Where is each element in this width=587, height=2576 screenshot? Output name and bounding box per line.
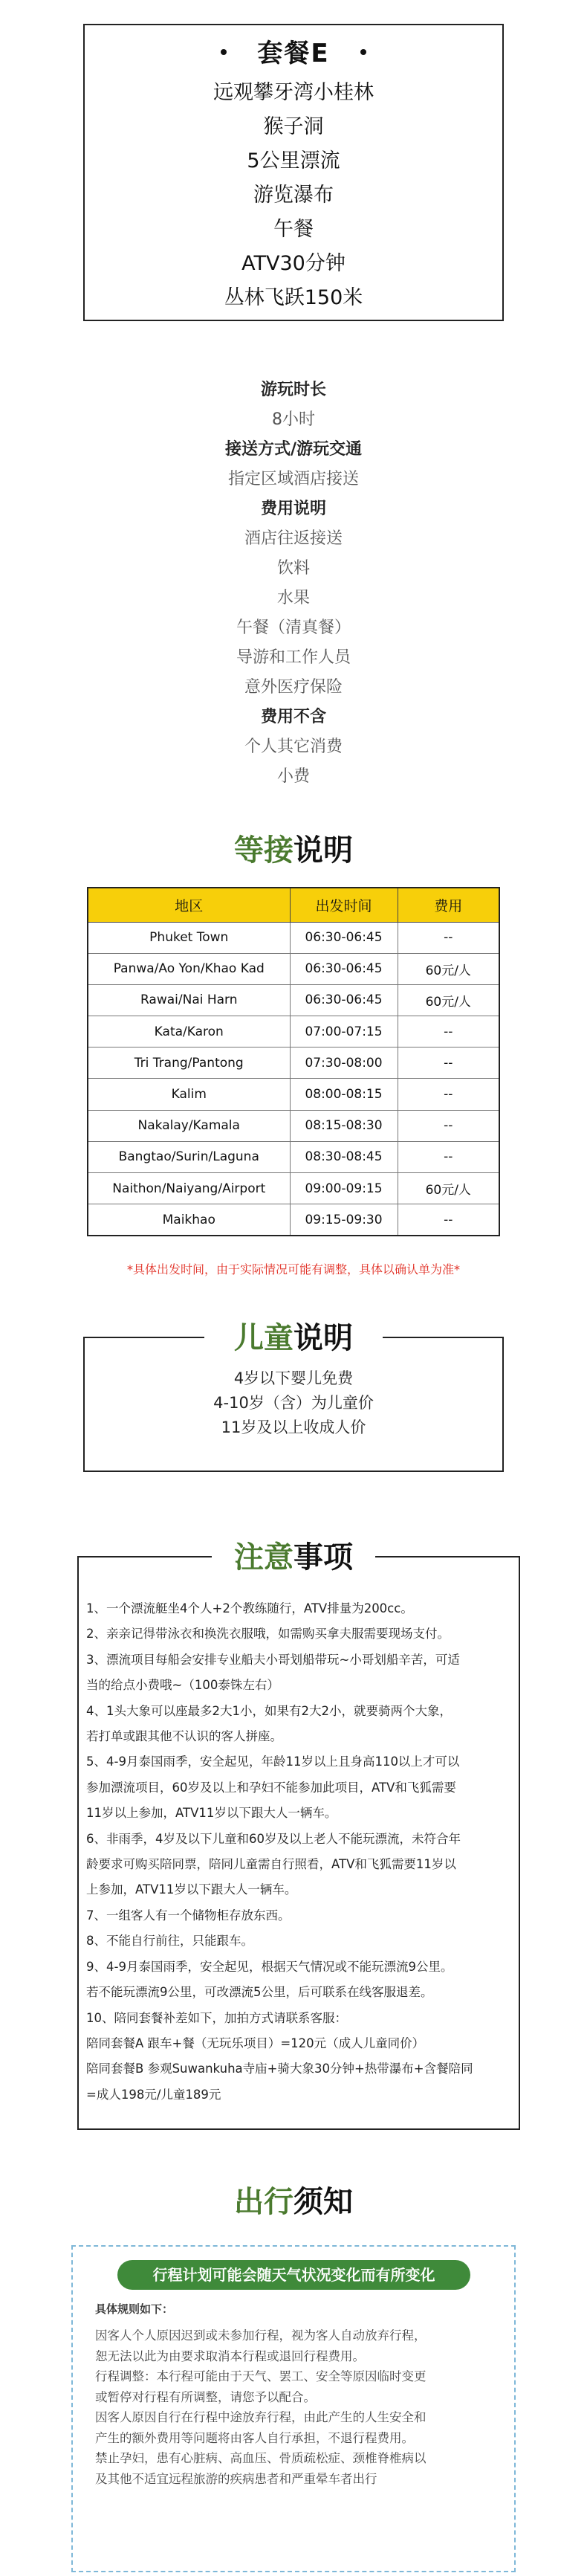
time-cell: 06:30-06:45 (290, 984, 398, 1016)
notice-heading-black: 事项 (294, 1540, 353, 1575)
info-value: 小费 (276, 767, 310, 786)
travel-heading (0, 2178, 587, 2221)
children-heading-green: 儿童 (234, 1321, 294, 1355)
tour-info (0, 375, 587, 792)
area-cell: Nakalay/Kamala (88, 1110, 290, 1141)
fee-cell: 60元/人 (398, 984, 499, 1016)
package-title: 套餐E (210, 33, 377, 69)
travel-rules (95, 2325, 511, 2489)
info-value: 水果 (276, 589, 310, 607)
table-row (88, 1110, 499, 1141)
table-header-row (88, 888, 499, 922)
notice-line: 上参加，ATV11岁以下跟大人一辆车。 (86, 1882, 297, 1897)
info-heading: 接送方式/游玩交通 (224, 440, 363, 459)
rule-line: 禁止孕妇，患有心脏病、高血压、骨质疏松症、颈椎脊椎病以 (95, 2451, 427, 2465)
table-row (88, 1173, 499, 1204)
fee-cell: -- (398, 922, 499, 953)
time-cell: 09:00-09:15 (290, 1173, 398, 1204)
rule-line: 及其他不适宜远程旅游的疾病患者和严重晕车者出行 (95, 2471, 377, 2486)
notice-line: 若不能玩漂流9公里，可改漂流5公里，后可联系在线客服退差。 (86, 1985, 433, 2000)
notice-line: 9、4-9月泰国雨季，安全起见，根据天气情况或不能玩漂流9公里。 (86, 1959, 453, 1974)
rule-line: 因客人原因自行在行程中途放弃行程，由此产生的人生安全和 (95, 2410, 427, 2424)
area-cell: Naithon/Naiyang/Airport (88, 1173, 290, 1204)
time-cell: 08:00-08:15 (290, 1079, 398, 1110)
area-cell: Phuket Town (88, 922, 290, 953)
info-value: 指定区域酒店接送 (227, 470, 359, 488)
time-cell: 08:15-08:30 (290, 1110, 398, 1141)
time-cell: 07:00-07:15 (290, 1016, 398, 1047)
children-heading-black: 说明 (294, 1321, 353, 1355)
rule-title: 具体规则如下： (95, 2302, 174, 2316)
area-cell: Kalim (88, 1079, 290, 1110)
fee-cell: 60元/人 (398, 953, 499, 984)
fee-cell: -- (398, 1204, 499, 1236)
notice-line: 4、1头大象可以座最多2大1小，如果有2大2小，就要骑两个大象， (86, 1703, 452, 1718)
info-value: 饮料 (276, 559, 310, 578)
area-cell: Panwa/Ao Yon/Khao Kad (88, 953, 290, 984)
rule-line: 产生的额外费用等问题将由客人自行承担，不退行程费用。 (95, 2430, 414, 2445)
travel-heading-green: 出行 (234, 2185, 294, 2219)
info-value: 意外医疗保险 (244, 678, 343, 697)
notice-line: 5、4-9月泰国雨季，安全起见，年龄11岁以上且身高110以上才可以 (86, 1755, 460, 1769)
info-heading: 游玩时长 (260, 381, 326, 399)
info-value: 个人其它消费 (244, 737, 343, 756)
children-rule: 4-10岁（含）为儿童价 (213, 1394, 374, 1412)
rule-line: 恕无法以此为由要求取消本行程或退回行程费用。 (95, 2349, 365, 2363)
table-row (88, 984, 499, 1016)
package-item: 5公里漂流 (247, 149, 340, 172)
time-cell: 07:30-08:00 (290, 1047, 398, 1079)
package-item: 游览瀑布 (253, 184, 334, 207)
area-cell: Tri Trang/Pantong (88, 1047, 290, 1079)
table-row (88, 1016, 499, 1047)
time-cell: 06:30-06:45 (290, 922, 398, 953)
fee-cell: -- (398, 1110, 499, 1141)
notice-list (86, 1596, 516, 2108)
notice-line: 当的给点小费哦~（100泰铢左右） (86, 1678, 279, 1693)
notice-line: 参加漂流项目，60岁及以上和孕妇不能参加此项目，ATV和飞狐需要 (86, 1780, 456, 1795)
table-row (88, 953, 499, 984)
fee-cell: -- (398, 1016, 499, 1047)
rule-line: 行程调整：本行程可能由于天气、罢工、安全等原因临时变更 (95, 2369, 427, 2383)
notice-line: 7、一组客人有一个储物柜存放东西。 (86, 1908, 291, 1923)
notice-line: 8、不能自行前往，只能跟车。 (86, 1934, 253, 1949)
info-value: 酒店往返接送 (244, 529, 343, 548)
table-row (88, 1079, 499, 1110)
pickup-table (87, 887, 500, 1236)
notice-line: 陪同套餐B 参观Suwankuha寺庙+骑大象30分钟+热带瀑布+含餐陪同 (86, 2062, 473, 2076)
package-item: 丛林飞跃150米 (224, 286, 363, 309)
fee-cell: 60元/人 (398, 1173, 499, 1204)
table-row (88, 1141, 499, 1172)
notice-heading (212, 1534, 375, 1576)
rule-line: 因客人个人原因迟到或未参加行程，视为客人自动放弃行程， (95, 2328, 427, 2343)
package-item: 午餐 (273, 218, 314, 241)
time-cell: 06:30-06:45 (290, 953, 398, 984)
notice-line: 11岁以上参加，ATV11岁以下跟大人一辆车。 (86, 1806, 337, 1821)
notice-line: 3、漂流项目每船会安排专业船夫小哥划船带玩~小哥划船辛苦，可适 (86, 1652, 460, 1667)
table-row (88, 1047, 499, 1079)
area-cell: Rawai/Nai Harn (88, 984, 290, 1016)
fee-cell: -- (398, 1141, 499, 1172)
pickup-note: *具体出发时间，由于实际情况可能有调整，具体以确认单为准* (126, 1262, 460, 1276)
info-heading: 费用不含 (260, 708, 326, 726)
column-header: 出发时间 (290, 888, 398, 922)
info-value: 导游和工作人员 (236, 648, 351, 667)
package-item: 远观攀牙湾小桂林 (213, 81, 374, 104)
table-row (88, 1204, 499, 1236)
area-cell: Bangtao/Surin/Laguna (88, 1141, 290, 1172)
pickup-heading-green: 等接 (234, 833, 294, 868)
column-header: 地区 (88, 888, 290, 922)
children-rule: 4岁以下婴儿免费 (233, 1369, 354, 1387)
column-header: 费用 (398, 888, 499, 922)
pickup-heading-black: 说明 (294, 833, 353, 868)
package-item: ATV30分钟 (241, 252, 346, 275)
notice-line: 10、陪同套餐补差如下，加拍方式请联系客服： (86, 2010, 347, 2025)
info-value: 午餐（清真餐） (236, 619, 351, 637)
fee-cell: -- (398, 1079, 499, 1110)
package-item: 猴子洞 (263, 115, 324, 138)
time-cell: 09:15-09:30 (290, 1204, 398, 1236)
travel-heading-black: 须知 (294, 2185, 353, 2219)
children-heading (204, 1314, 383, 1357)
package-items (83, 76, 504, 315)
fee-cell: -- (398, 1047, 499, 1079)
notice-line: 1、一个漂流艇坐4个人+2个教练随行，ATV排量为200cc。 (86, 1601, 413, 1615)
children-rule: 11岁及以上收成人价 (221, 1418, 366, 1436)
area-cell: Kata/Karon (88, 1016, 290, 1047)
time-cell: 08:30-08:45 (290, 1141, 398, 1172)
children-rules (83, 1366, 504, 1440)
notice-line: 陪同套餐A 跟车+餐（无玩乐项目）=120元（成人儿童同价） (86, 2036, 425, 2050)
weather-notice-pill: 行程计划可能会随天气状况变化而有所变化 (117, 2260, 470, 2290)
notice-line: 2、亲亲记得带泳衣和换洗衣服哦，如需购买拿夫服需要现场支付。 (86, 1627, 450, 1642)
notice-line: 龄要求可购买陪同票，陪同儿童需自行照看，ATV和飞狐需要11岁以 (86, 1857, 456, 1872)
notice-heading-green: 注意 (234, 1540, 294, 1575)
info-heading: 费用说明 (260, 500, 326, 518)
pickup-heading (0, 827, 587, 869)
rule-line: 或暂停对行程有所调整，请您予以配合。 (95, 2389, 316, 2404)
notice-line: 若打单或跟其他不认识的客人拼座。 (86, 1729, 282, 1744)
notice-line: =成人198元/儿童189元 (86, 2087, 221, 2102)
area-cell: Maikhao (88, 1204, 290, 1236)
info-value: 8小时 (272, 410, 315, 429)
table-row (88, 922, 499, 953)
notice-line: 6、非雨季，4岁及以下儿童和60岁及以上老人不能玩漂流，未符合年 (86, 1831, 461, 1846)
